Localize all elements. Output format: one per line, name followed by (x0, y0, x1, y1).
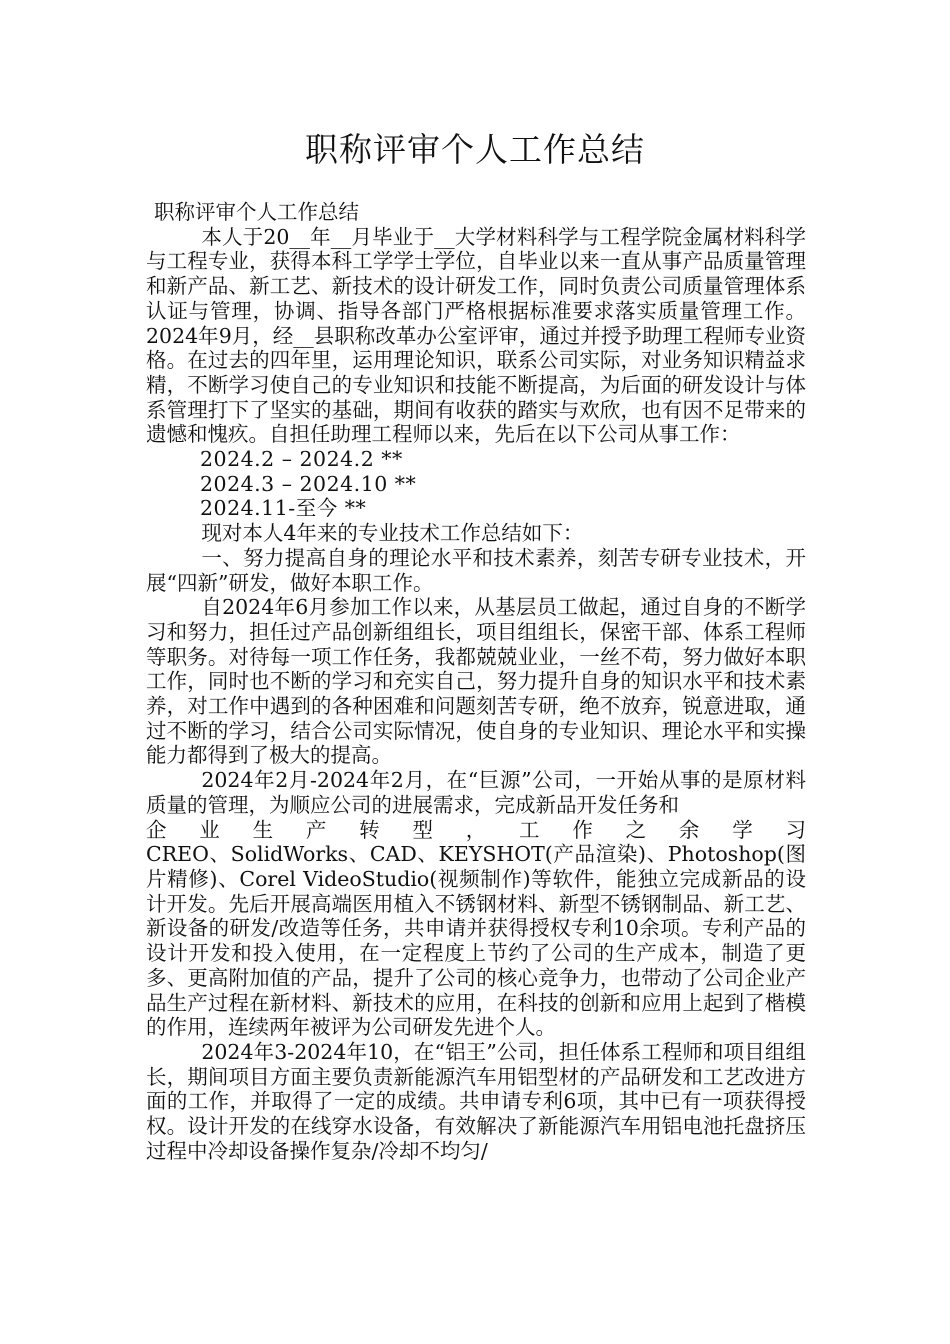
intro-paragraph: 本人于20__年__月毕业于__大学材料科学与工程学院金属材料科学与工程专业，获得本科工学学士学位，自毕业以来一直从事产品质量管理和新产品、新工艺、新技术的设计研发工作，同时负责公司质量管理体系认证与管理，协调、指导各部门严格根据标准要求落实质量管理工作。2024年9月，经__县职称改革办公室评审，通过并授予助理工程师专业资格。在过去的四年里，运用理论知识，联系公司实际，对业务知识精益求精，不断学习使自己的专业知识和技能不断提高，为后面的研发设计与体系管理打下了坚实的基础，期间有收获的踏实与欢欣，也有因不足带来的遗憾和愧疚。自担任助理工程师以来，先后在以下公司从事工作： (146, 224, 806, 447)
document-subtitle: 职称评审个人工作总结 (154, 200, 359, 224)
employment-date-1: 2024.2 – 2024.2 ** (200, 447, 403, 472)
document-body (146, 200, 806, 1163)
paragraph-2-line-2: 企业生产转型，工作之余学习 (146, 817, 806, 842)
paragraph-2-rest: CREO、SolidWorks、CAD、KEYSHOT(产品渲染)、Photoshop(图片精修)、Corel VideoStudio(视频制作)等软件，能独立完成新品的设计开发。先后开展高端医用植入不锈钢材料、新型不锈钢制品、新工艺、新设备的研发/改造等任务，共申请并获得授权专利10余项。专利产品的设计开发和投入使用，在一定程度上节约了公司的生产成本，制造了更多、更高附加值的产品，提升了公司的核心竞争力，也带动了公司企业产品生产过程在新材料、新技术的应用，在科技的创新和应用上起到了楷模的作用，连续两年被评为公司研发先进个人。 (146, 842, 806, 1040)
paragraph-2-line-1: 2024年2月-2024年2月，在“巨源”公司，一开始从事的是原材料质量的管理，为顺应公司的进展需求，完成新品开发任务和 (146, 768, 806, 817)
employment-date-3: 2024.11-至今 ** (200, 496, 367, 521)
section-heading-1: 一、努力提高自身的理论水平和技术素养，刻苦专研专业技术，开展“四新”研发，做好本职工作。 (146, 545, 806, 595)
employment-date-2: 2024.3 – 2024.10 ** (200, 471, 417, 496)
paragraph-1: 自2024年6月参加工作以来，从基层员工做起，通过自身的不断学习和努力，担任过产品创新组组长，项目组组长，保密干部、体系工程师等职务。对待每一项工作任务，我都兢兢业业，一丝不苟，努力做好本职工作，同时也不断的学习和充实自己，努力提升自身的知识水平和技术素养，对工作中遇到的各种困难和问题刻苦专研，绝不放弃，锐意进取，通过不断的学习，结合公司实际情况，使自身的专业知识、理论水平和实操能力都得到了极大的提高。 (146, 595, 806, 768)
document-title: 职称评审个人工作总结 (305, 130, 645, 169)
summary-intro: 现对本人4年来的专业技术工作总结如下： (201, 521, 584, 546)
paragraph-3: 2024年3-2024年10，在“铝王”公司，担任体系工程师和项目组组长，期间项目方面主要负责新能源汽车用铝型材的产品研发和工艺改进方面的工作，并取得了一定的成绩。共申请专利6项，其中已有一项获得授权。设计开发的在线穿水设备，有效解决了新能源汽车用铝电池托盘挤压过程中冷却设备操作复杂/冷却不均匀/ (146, 1039, 806, 1163)
